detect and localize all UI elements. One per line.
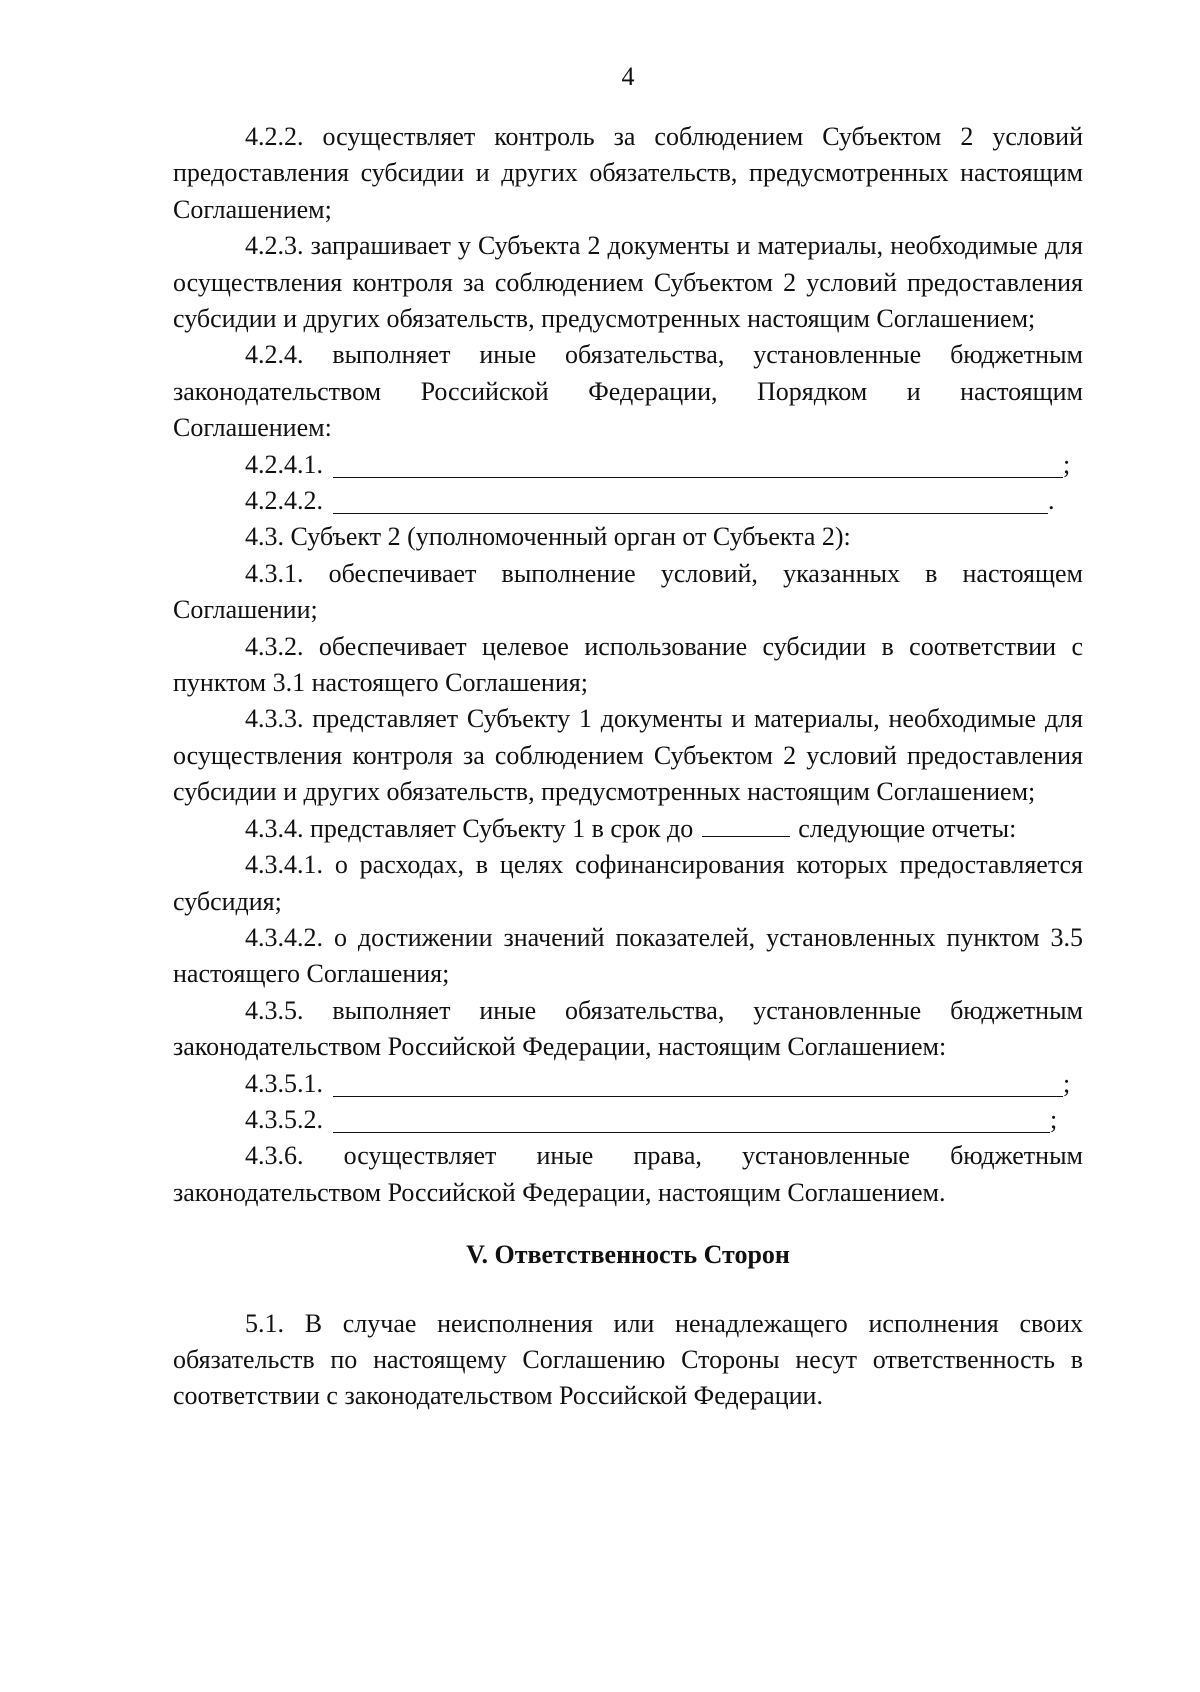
paragraph-4-3-1: 4.3.1. обеспечивает выполнение условий, указанных в настоящем Соглашении; xyxy=(173,558,1083,625)
item-number: 4.2.4.1. xyxy=(245,449,323,479)
item-number: 4.2.4.2. xyxy=(245,486,323,516)
paragraph-4-2-2: 4.2.2. осуществляет контроль за соблюдением Субъектом 2 условий предоставления субсидии и других обязательств, предусмотренных настоящим Соглашением; xyxy=(173,122,1083,224)
deadline-blank xyxy=(702,814,790,837)
blank-line-4-2-4-1 xyxy=(173,447,1083,483)
line-end-mark: ; xyxy=(1050,1104,1058,1134)
blank-line-4-3-5-1 xyxy=(173,1066,1083,1102)
paragraph-4-3-4-start: 4.3.4. представляет Субъекту 1 в срок до xyxy=(245,813,694,843)
fill-in-blank xyxy=(333,1070,1063,1097)
item-number: 4.3.5.1. xyxy=(245,1068,323,1098)
paragraph-4-2-3: 4.2.3. запрашивает у Субъекта 2 документы и материалы, необходимые для осуществления контроля за соблюдением Субъектом 2 условий предоставления субсидии и других обязательств, предусмотренных настоящим Соглашением; xyxy=(173,231,1083,334)
page-number: 4 xyxy=(621,62,635,91)
paragraph-4-3-2: 4.3.2. обеспечивает целевое использование субсидии в соответствии с пунктом 3.1 настоящего Соглашения; xyxy=(173,631,1083,698)
paragraph-4-3-5: 4.3.5. выполняет иные обязательства, установленные бюджетным законодательством Российской Федерации, настоящим Соглашением: xyxy=(173,995,1083,1062)
document-body xyxy=(173,119,1083,1415)
blank-line-4-2-4-2 xyxy=(173,483,1083,519)
section-heading: V. Ответственность Сторон xyxy=(466,1240,790,1270)
fill-in-blank xyxy=(333,451,1063,478)
paragraph-5-1: 5.1. В случае неисполнения или ненадлежащего исполнения своих обязательств по настоящему Соглашению Стороны несут ответственность в соответствии с законодательством Российской Федерации. xyxy=(173,1308,1083,1411)
paragraph-4-2-4: 4.2.4. выполняет иные обязательства, установленные бюджетным законодательством Российской Федерации, Порядком и настоящим Соглашением: xyxy=(173,340,1083,443)
paragraph-4-3-4-1: 4.3.4.1. о расходах, в целях софинансирования которых предоставляется субсидия; xyxy=(173,850,1083,916)
line-end-mark: ; xyxy=(1063,1068,1071,1098)
paragraph-4-3: 4.3. Субъект 2 (уполномоченный орган от Субъекта 2): xyxy=(245,522,851,552)
paragraph-4-3-4-end: следующие отчеты: xyxy=(798,813,1017,843)
line-end-mark: . xyxy=(1048,486,1055,516)
line-end-mark: ; xyxy=(1063,449,1071,479)
paragraph-4-3-4-2: 4.3.4.2. о достижении значений показателей, установленных пунктом 3.5 настоящего Соглашения; xyxy=(173,922,1083,989)
paragraph-4-3-3: 4.3.3. представляет Субъекту 1 документы и материалы, необходимые для осуществления контроля за соблюдением Субъектом 2 условий предоставления субсидии и других обязательств, предусмотренных настоящим Соглашением; xyxy=(173,704,1083,807)
fill-in-blank xyxy=(333,1106,1050,1133)
paragraph-4-3-6: 4.3.6. осуществляет иные права, установленные бюджетным законодательством Российской Федерации, настоящим Соглашением. xyxy=(173,1141,1083,1207)
item-number: 4.3.5.2. xyxy=(245,1104,323,1134)
blank-line-4-3-5-2 xyxy=(173,1102,1083,1138)
fill-in-blank xyxy=(333,487,1048,514)
paragraph-4-3-4 xyxy=(173,811,1083,847)
